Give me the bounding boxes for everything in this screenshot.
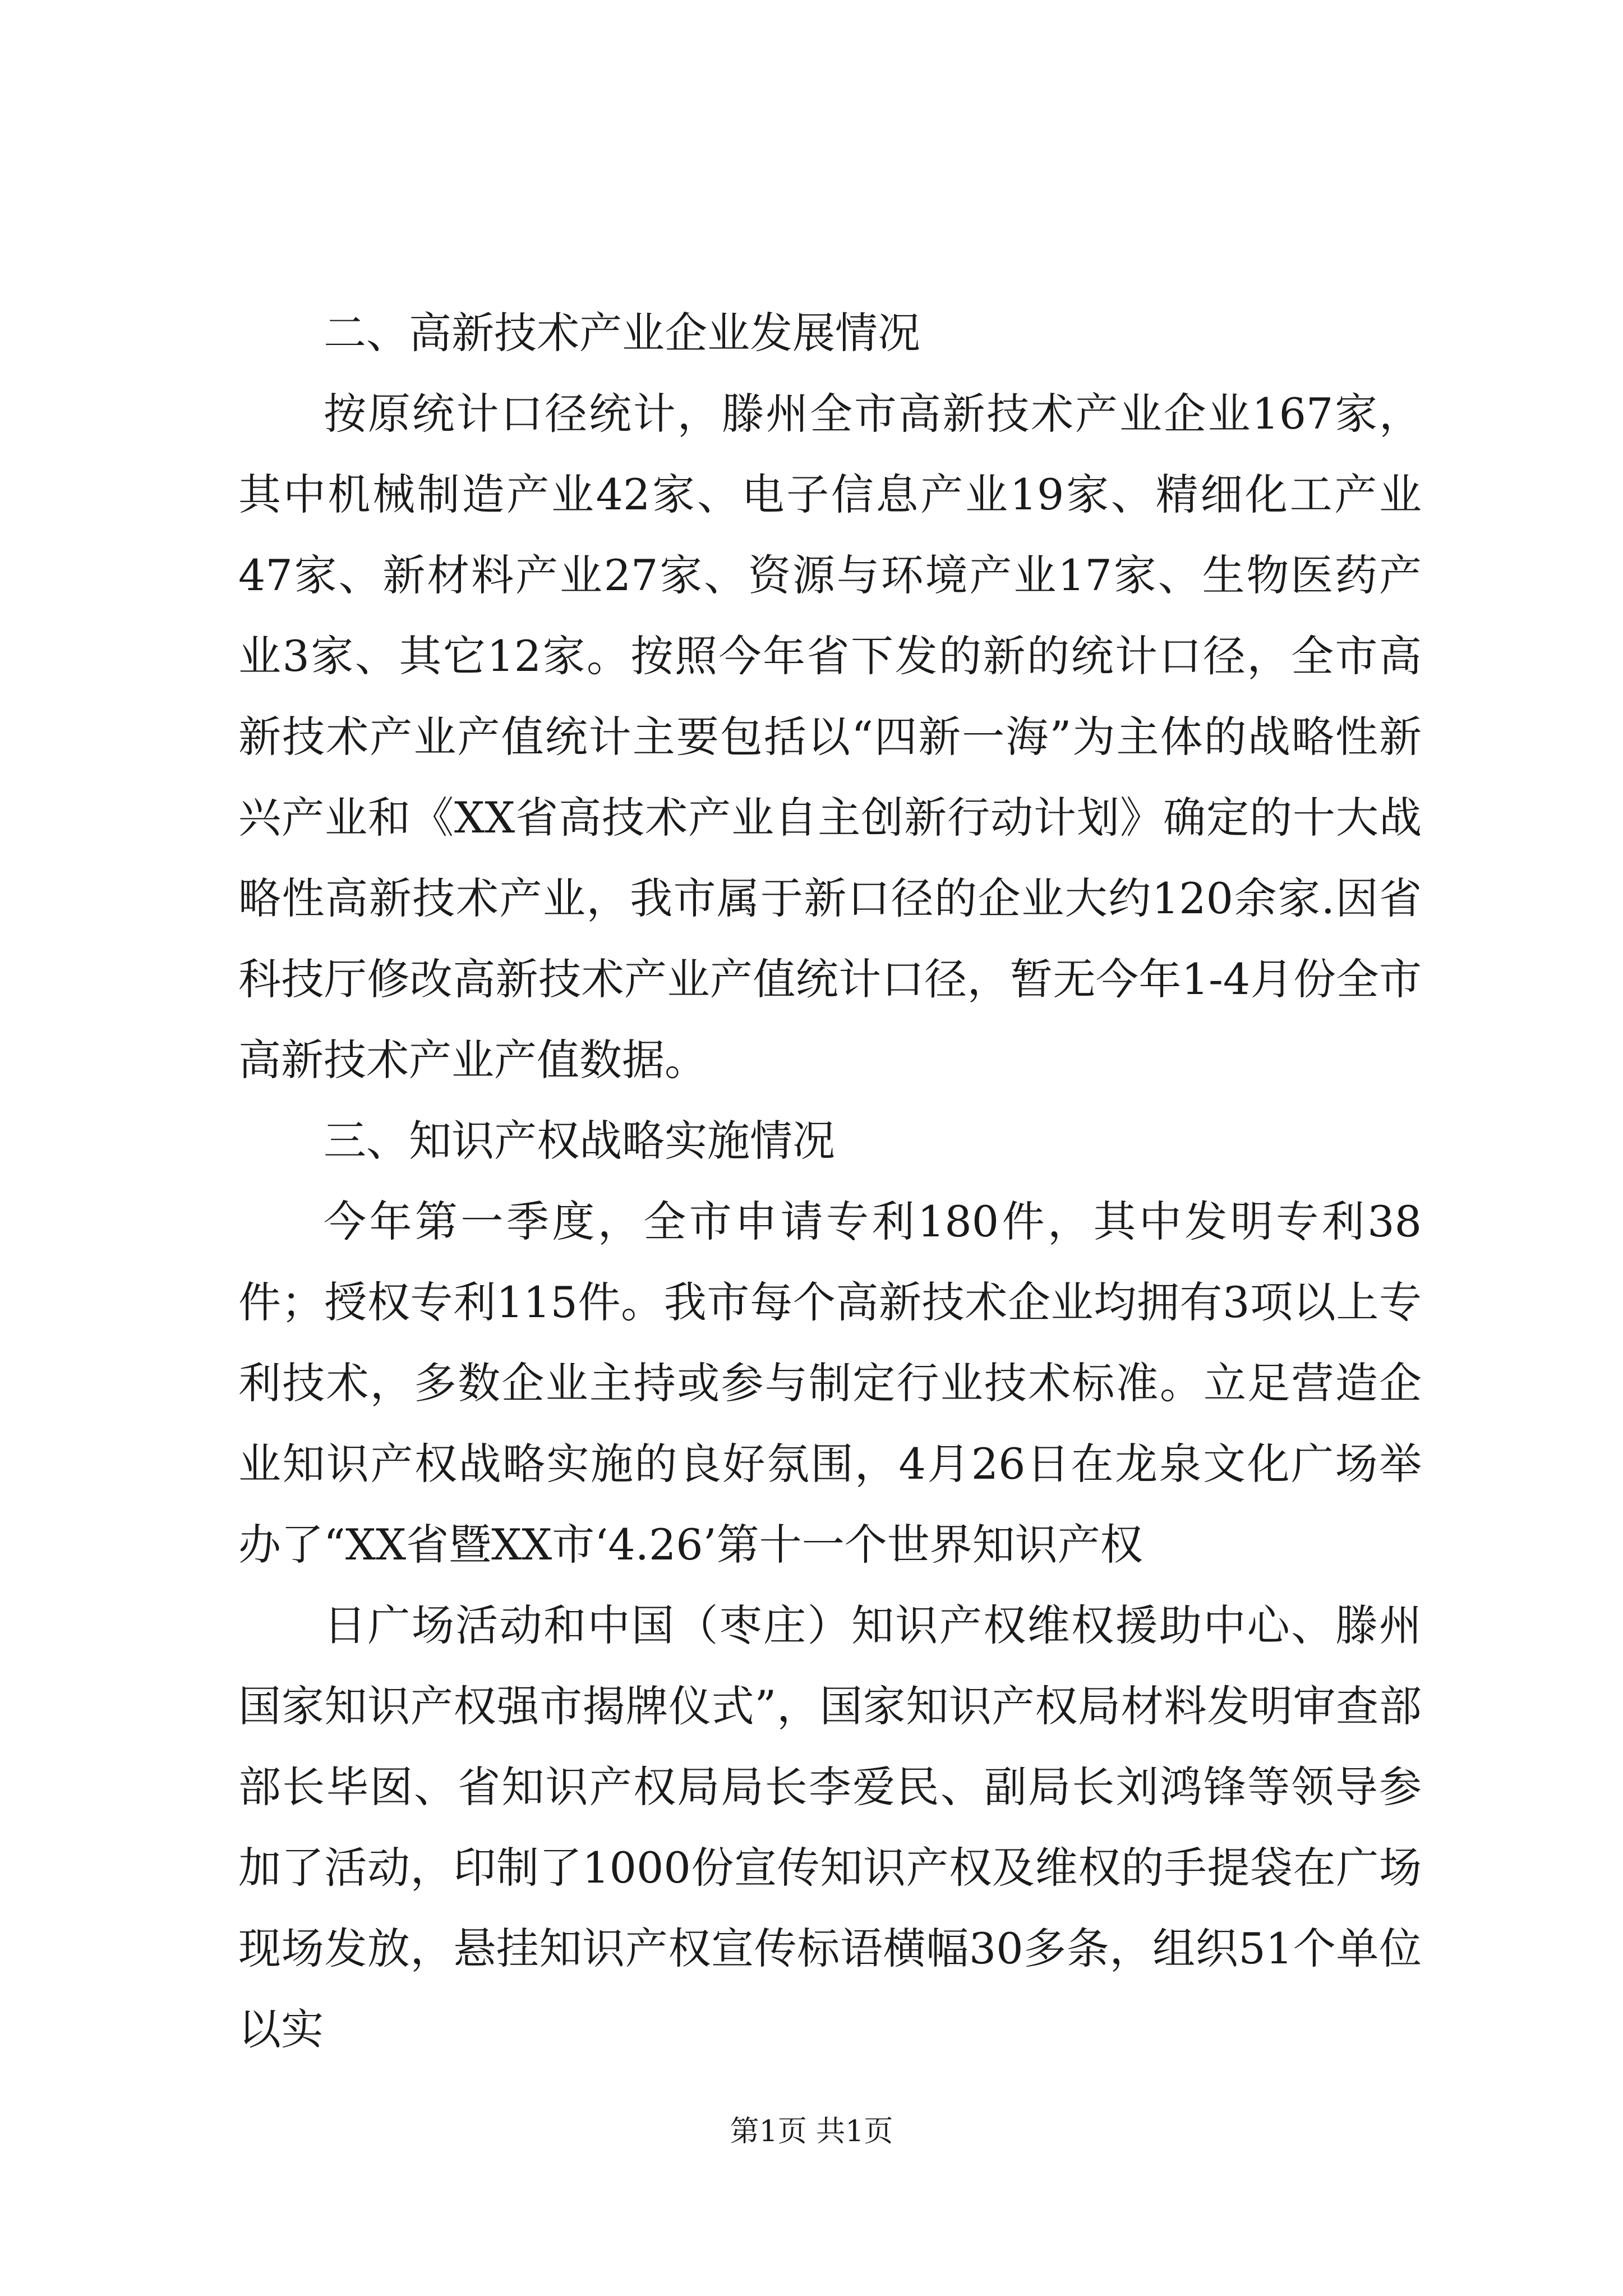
paragraph-high-tech-enterprises: 按原统计口径统计，滕州全市高新技术产业企业167家，其中机械制造产业42家、电子信息产业19家、精细化工产业47家、新材料产业27家、资源与环境产业17家、生物医药产业3家、其它12家。按照今年省下发的新的统计口径，全市高新技术产业产值统计主要包括以“四新一海”为主体的战略性新兴产业和《XX省高技术产业自主创新行动计划》确定的十大战略性高新技术产业，我市属于新口径的企业大约120余家.因省科技厅修改高新技术产业产值统计口径，暂无今年1-4月份全市高新技术产业产值数据。: [238, 389, 1422, 1085]
section-heading-three: 三、知识产权战略实施情况: [324, 1116, 835, 1166]
section-heading-two: 二、高新技术产业企业发展情况: [324, 308, 920, 358]
paragraph-patents: 今年第一季度，全市申请专利180件，其中发明专利38件；授权专利115件。我市每个高新技术企业均拥有3项以上专利技术，多数企业主持或参与制定行业技术标准。立足营造企业知识产权战略实施的良好氛围，4月26日在龙泉文化广场举办了“XX省暨XX市‘4.26’第十一个世界知识产权: [238, 1197, 1422, 1570]
paragraph-square-activity: 日广场活动和中国（枣庄）知识产权维权援助中心、滕州国家知识产权强市揭牌仪式”，国家知识产权局材料发明审查部部长毕囡、省知识产权局局长李爱民、副局长刘鸿锋等领导参加了活动，印制了1000份宣传知识产权及维权的手提袋在广场现场发放，悬挂知识产权宣传标语横幅30多条，组织51个单位以实: [238, 1600, 1422, 2054]
document-body: [238, 293, 1422, 2070]
page-number-footer: 第1页 共1页: [730, 2115, 893, 2148]
